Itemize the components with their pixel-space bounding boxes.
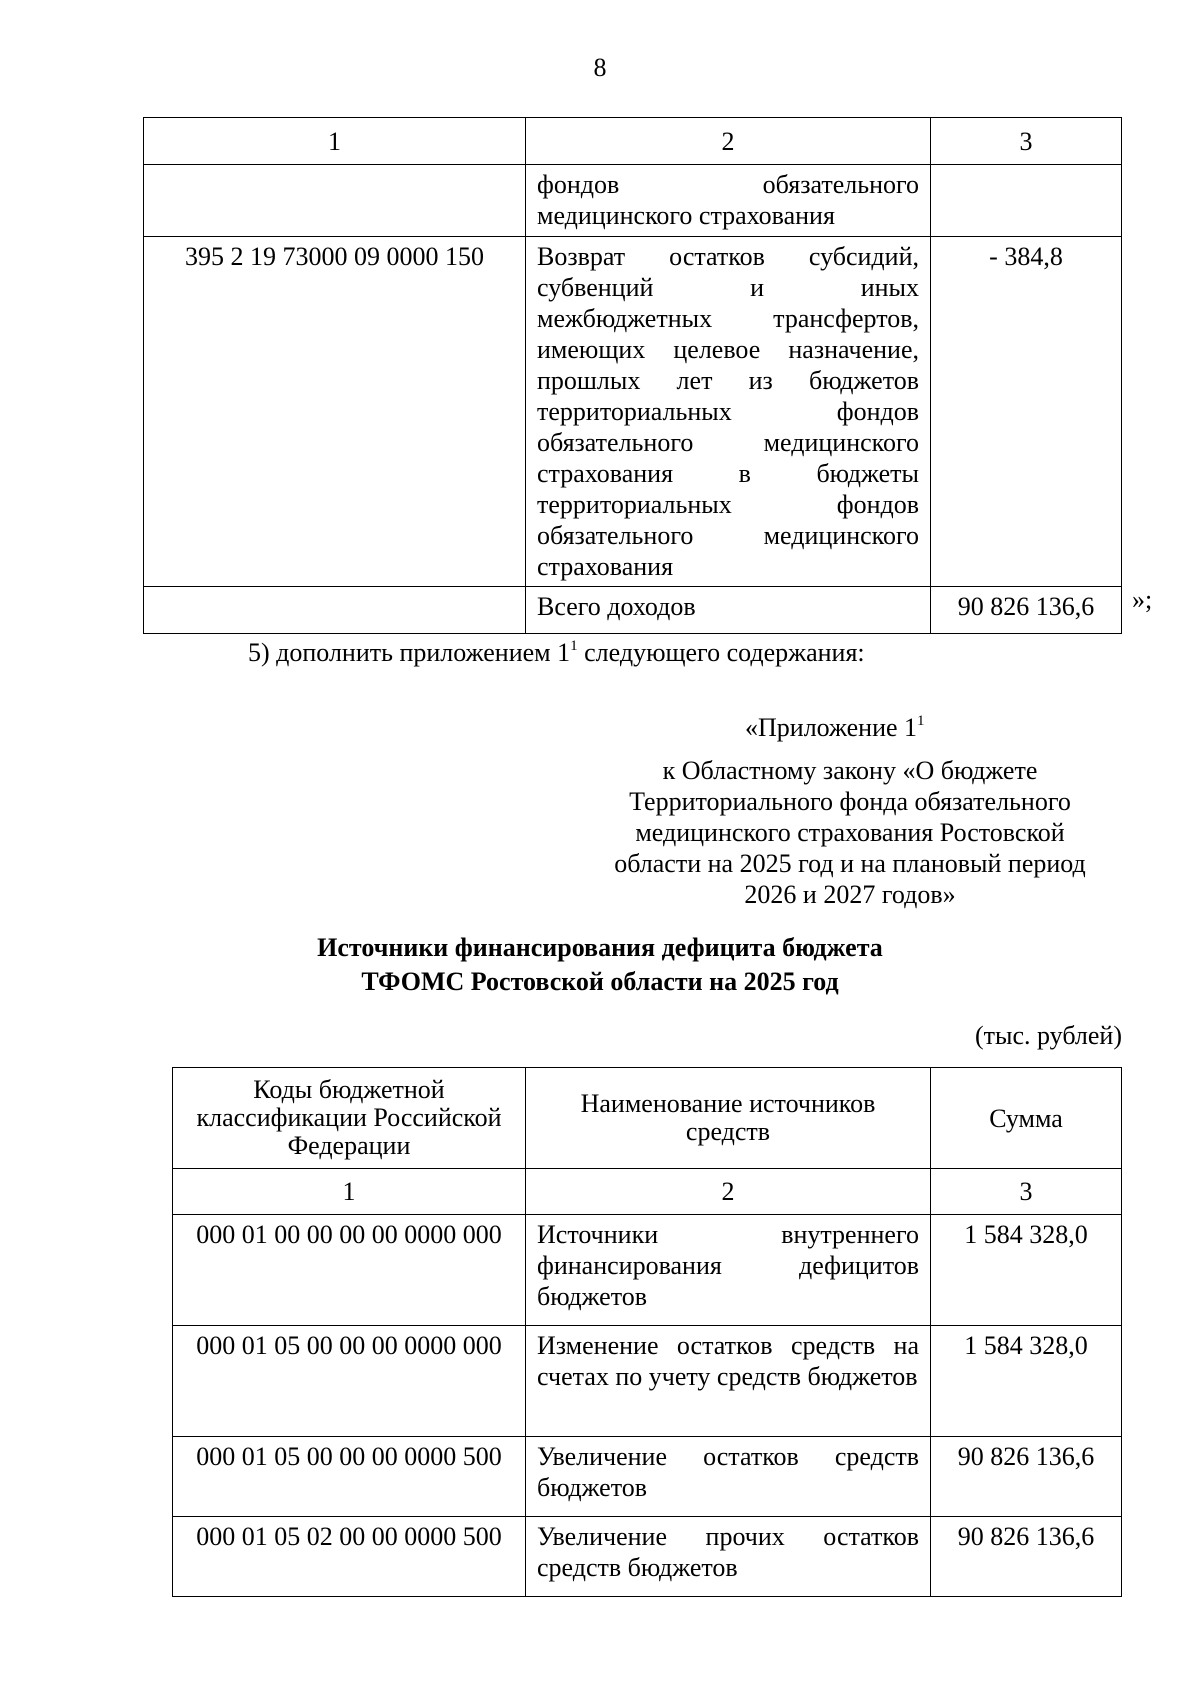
section-heading bbox=[0, 931, 1200, 999]
column-number: 3 bbox=[931, 118, 1122, 165]
amount-cell: 1 584 328,0 bbox=[931, 1326, 1122, 1437]
code-cell: 000 01 05 02 00 00 0000 500 bbox=[173, 1517, 526, 1597]
revenue-table-continued bbox=[143, 117, 1122, 634]
appendix-line: медицинского страхования Ростовской bbox=[635, 818, 1065, 847]
total-label: Всего доходов bbox=[526, 587, 931, 634]
table-row bbox=[144, 165, 1122, 237]
heading-line: ТФОМС Ростовской области на 2025 год bbox=[361, 967, 839, 996]
units-label: (тыс. рублей) bbox=[974, 1021, 1122, 1050]
table-total-row bbox=[144, 587, 1122, 634]
name-cell: Источники внутреннего финансирования дефицитов бюджетов bbox=[526, 1215, 931, 1326]
name-cell: Увеличение остатков средств бюджетов bbox=[526, 1437, 931, 1517]
code-cell bbox=[144, 587, 526, 634]
table-row bbox=[173, 1517, 1122, 1597]
appendix-line: Территориального фонда обязательного bbox=[629, 787, 1071, 816]
appendix-subtitle bbox=[560, 755, 1140, 910]
code-cell bbox=[144, 165, 526, 237]
column-header: Сумма bbox=[931, 1068, 1122, 1169]
deficit-sources-table bbox=[172, 1067, 1122, 1597]
page-number: 8 bbox=[593, 53, 607, 82]
code-cell: 395 2 19 73000 09 0000 150 bbox=[144, 237, 526, 587]
code-cell: 000 01 05 00 00 00 0000 500 bbox=[173, 1437, 526, 1517]
appendix-line: области на 2025 год и на плановый период bbox=[614, 849, 1086, 878]
column-header: Наименование источников средств bbox=[526, 1068, 931, 1169]
code-cell: 000 01 05 00 00 00 0000 000 bbox=[173, 1326, 526, 1437]
column-number: 2 bbox=[526, 118, 931, 165]
amount-cell: 1 584 328,0 bbox=[931, 1215, 1122, 1326]
column-number: 1 bbox=[144, 118, 526, 165]
table-header-row bbox=[173, 1068, 1122, 1169]
amount-cell: 90 826 136,6 bbox=[931, 1437, 1122, 1517]
closing-quote: »; bbox=[1132, 585, 1153, 614]
table-row bbox=[144, 237, 1122, 587]
column-number: 1 bbox=[173, 1169, 526, 1215]
name-cell: Изменение остатков средств на счетах по учету средств бюджетов bbox=[526, 1326, 931, 1437]
table-row bbox=[173, 1326, 1122, 1437]
name-cell: Увеличение прочих остатков средств бюджетов bbox=[526, 1517, 931, 1597]
column-number: 3 bbox=[931, 1169, 1122, 1215]
name-cell: Возврат остатков субсидий, субвенций и иных межбюджетных трансфертов, имеющих целевое назначение, прошлых лет из бюджетов территориальных фондов обязательного медицинского страхования в бюджеты территориальных фондов обязательного медицинского страхования bbox=[526, 237, 931, 587]
table-row bbox=[173, 1437, 1122, 1517]
appendix-title-superscript: 1 bbox=[917, 713, 925, 729]
appendix-line: 2026 и 2027 годов» bbox=[744, 880, 956, 909]
amount-cell: - 384,8 bbox=[931, 237, 1122, 587]
appendix-line: к Областному закону «О бюджете bbox=[662, 756, 1038, 785]
column-header: Коды бюджетной классификации Российской Федерации bbox=[173, 1068, 526, 1169]
amendment-prefix: 5) дополнить приложением 1 bbox=[248, 638, 571, 667]
amount-cell: 90 826 136,6 bbox=[931, 1517, 1122, 1597]
appendix-title-text: «Приложение 1 bbox=[745, 713, 918, 742]
amendment-superscript: 1 bbox=[570, 638, 578, 654]
amendment-suffix: следующего содержания: bbox=[577, 638, 865, 667]
appendix-title bbox=[745, 712, 925, 743]
heading-line: Источники финансирования дефицита бюджета bbox=[317, 933, 883, 962]
table-row bbox=[173, 1215, 1122, 1326]
column-number-row bbox=[173, 1169, 1122, 1215]
table-header-row bbox=[144, 118, 1122, 165]
amendment-text bbox=[248, 637, 865, 668]
amount-cell bbox=[931, 165, 1122, 237]
total-amount: 90 826 136,6 bbox=[931, 587, 1122, 634]
name-cell: фондов обязательного медицинского страхования bbox=[526, 165, 931, 237]
code-cell: 000 01 00 00 00 00 0000 000 bbox=[173, 1215, 526, 1326]
column-number: 2 bbox=[526, 1169, 931, 1215]
